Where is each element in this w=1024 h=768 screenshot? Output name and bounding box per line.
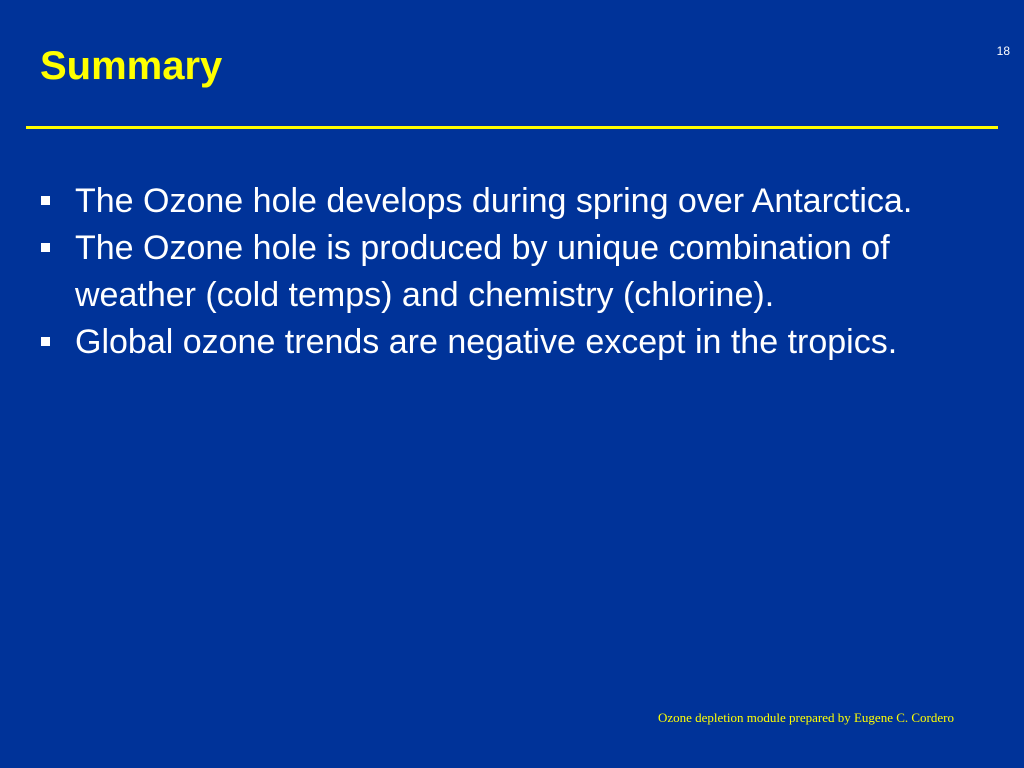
bullet-item (38, 225, 998, 319)
square-bullet-icon (41, 243, 50, 252)
slide-number: 18 (996, 44, 1010, 58)
footer-credit: Ozone depletion module prepared by Eugene C. Cordero (657, 710, 954, 725)
bullet-item (38, 178, 998, 225)
bullet-list (38, 178, 998, 366)
bullet-text: The Ozone hole is produced by unique combination of weather (cold temps) and chemistry (chlorine). (75, 229, 890, 314)
square-bullet-icon (41, 337, 50, 346)
bullet-text: The Ozone hole develops during spring over Antarctica. (75, 182, 913, 220)
title-divider (26, 126, 998, 129)
square-bullet-icon (41, 196, 50, 205)
bullet-text: Global ozone trends are negative except in the tropics. (75, 323, 898, 361)
slide-title: Summary (40, 44, 223, 88)
bullet-item (38, 319, 998, 366)
